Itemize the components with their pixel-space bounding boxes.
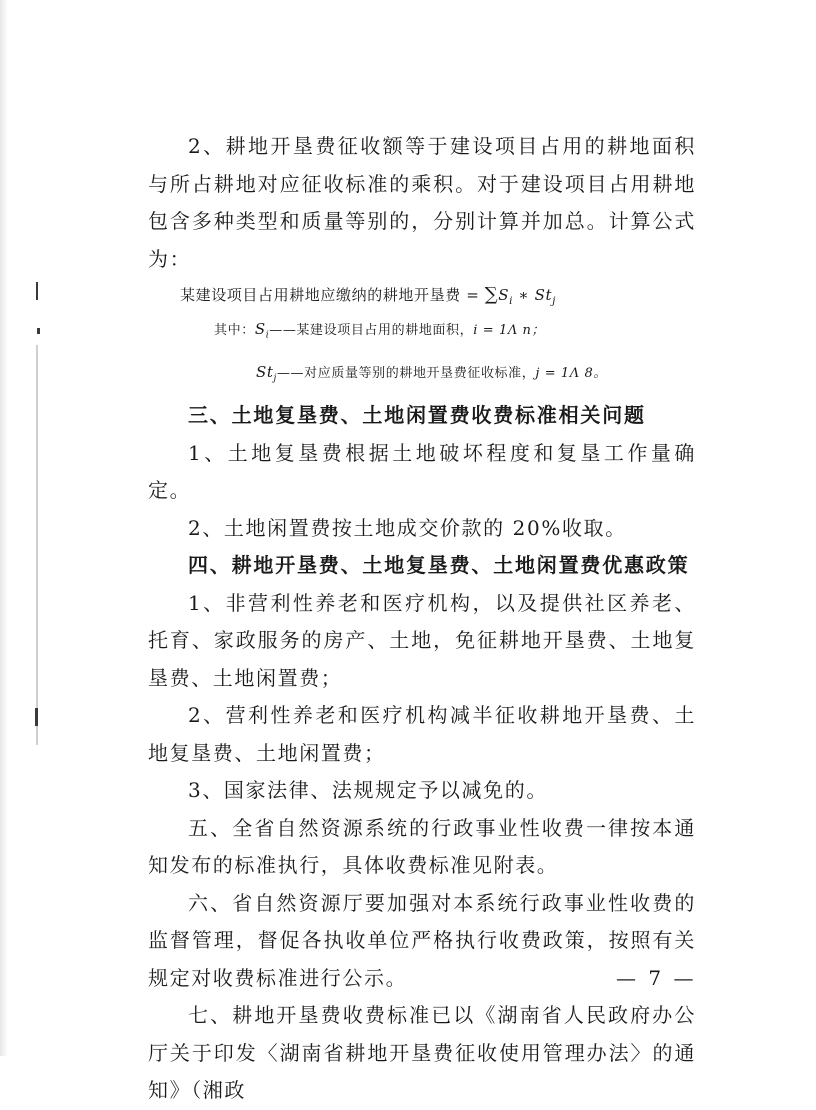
scan-mark	[37, 328, 40, 334]
paragraph-calculation-rule: 2、耕地开垦费征收额等于建设项目占用的耕地面积与所占耕地对应征收标准的乘积。对于建设项目占用耕地包含多种类型和质量等别的，分别计算并加总。计算公式为：	[148, 134, 696, 271]
formula-lhs: 某建设项目占用耕地应缴纳的耕地开垦费	[180, 286, 461, 304]
scan-mark	[36, 345, 38, 745]
formula-main	[180, 284, 696, 312]
paragraph-4-3: 3、国家法律、法规规定予以减免的。	[188, 778, 548, 803]
note2-var: St	[256, 362, 274, 381]
page-edge-shadow	[0, 0, 8, 1056]
note2-text: ——对应质量等别的耕地开垦费征收标准，	[276, 365, 536, 381]
note1-prefix: 其中：	[214, 323, 255, 338]
document-body	[148, 128, 696, 1110]
formula-times: ∗	[518, 286, 530, 304]
page-number: — 7 —	[616, 966, 697, 990]
formula-st: St	[534, 286, 553, 304]
note1-var: S	[254, 320, 266, 338]
section-heading-4: 四、耕地开垦费、土地复垦费、土地闲置费优惠政策	[188, 553, 690, 578]
note2-sub: j	[273, 373, 277, 384]
note1-range: i = 1Λ n；	[473, 323, 546, 338]
paragraph-7: 七、耕地开垦费收费标准已以《湖南省人民政府办公厅关于印发〈湖南省耕地开垦费征收使用管理办法〉的通知》（湘政	[148, 1003, 696, 1103]
paragraph-4-2: 2、营利性养老和医疗机构减半征收耕地开垦费、土地复垦费、土地闲置费；	[148, 703, 696, 765]
sum-symbol: ∑	[484, 284, 499, 305]
paragraph-5: 五、全省自然资源系统的行政事业性收费一律按本通知发布的标准执行，具体收费标准见附表。	[148, 815, 696, 878]
formula-note-standard	[256, 361, 696, 390]
formula-block	[148, 284, 696, 389]
note2-range: j = 1Λ 8。	[535, 365, 607, 381]
formula-s: S	[498, 286, 510, 304]
section-heading-3: 三、土地复垦费、土地闲置费收费标准相关问题	[188, 403, 646, 428]
note1-sub: i	[265, 330, 270, 341]
formula-eq: =	[466, 286, 480, 304]
formula-note-area	[214, 318, 696, 347]
paragraph-4-1: 1、非营利性养老和医疗机构，以及提供社区养老、托育、家政服务的房产、土地，免征耕地开垦费、土地复垦费、土地闲置费；	[148, 590, 696, 690]
paragraph-3-1: 1、土地复垦费根据土地破坏程度和复垦工作量确定。	[148, 440, 696, 503]
formula-st-sub: j	[552, 295, 556, 307]
scan-mark	[35, 708, 38, 726]
note1-text: ——某建设项目占用的耕地面积，	[269, 323, 474, 338]
paragraph-3-2: 2、土地闲置费按土地成交价款的 20%收取。	[188, 515, 627, 540]
paragraph-6: 六、省自然资源厅要加强对本系统行政事业性收费的监督管理，督促各执收单位严格执行收费政策，按照有关规定对收费标准进行公示。	[148, 890, 696, 990]
formula-s-sub: i	[509, 295, 514, 307]
scan-mark	[36, 282, 38, 300]
